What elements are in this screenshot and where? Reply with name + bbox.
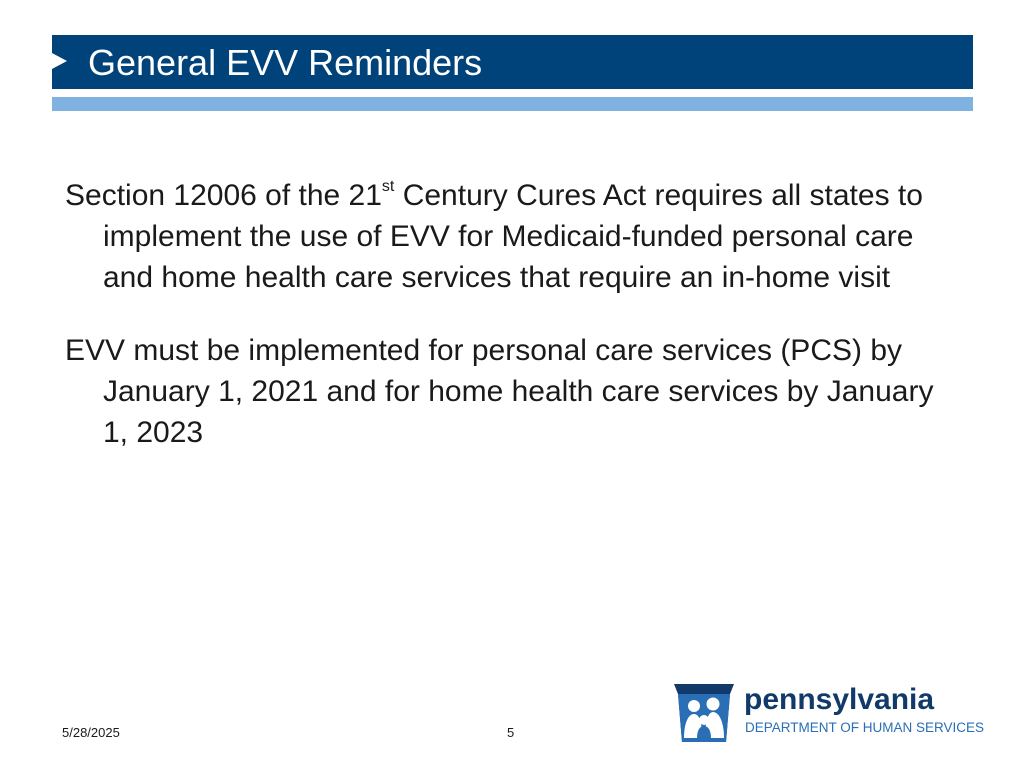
keystone-family-icon [672, 680, 736, 744]
page-number: 5 [507, 725, 515, 740]
paragraph-cures-act [65, 175, 965, 298]
logo-department-name: DEPARTMENT OF HUMAN SERVICES [745, 720, 985, 735]
footer-date: 5/28/2025 [62, 725, 120, 740]
paragraph-cures-act-rest: Century Cures Act requires all states to implement the use of EVV for Medicaid-funded personal care and home health care services that require an in-home visit [103, 179, 923, 294]
title-arrow-icon [52, 53, 67, 69]
slide-title: General EVV Reminders [88, 42, 483, 83]
paragraph-cures-act-start: Section 12006 of the 21 [65, 179, 382, 212]
title-underline [52, 97, 973, 111]
logo-state-name: pennsylvania [744, 683, 935, 716]
pennsylvania-dhs-logo [672, 680, 985, 746]
slide-body [65, 175, 965, 485]
paragraph-deadlines: EVV must be implemented for personal care services (PCS) by January 1, 2021 and for home health care services by January 1, 2023 [65, 334, 934, 449]
ordinal-suffix: st [381, 178, 395, 195]
